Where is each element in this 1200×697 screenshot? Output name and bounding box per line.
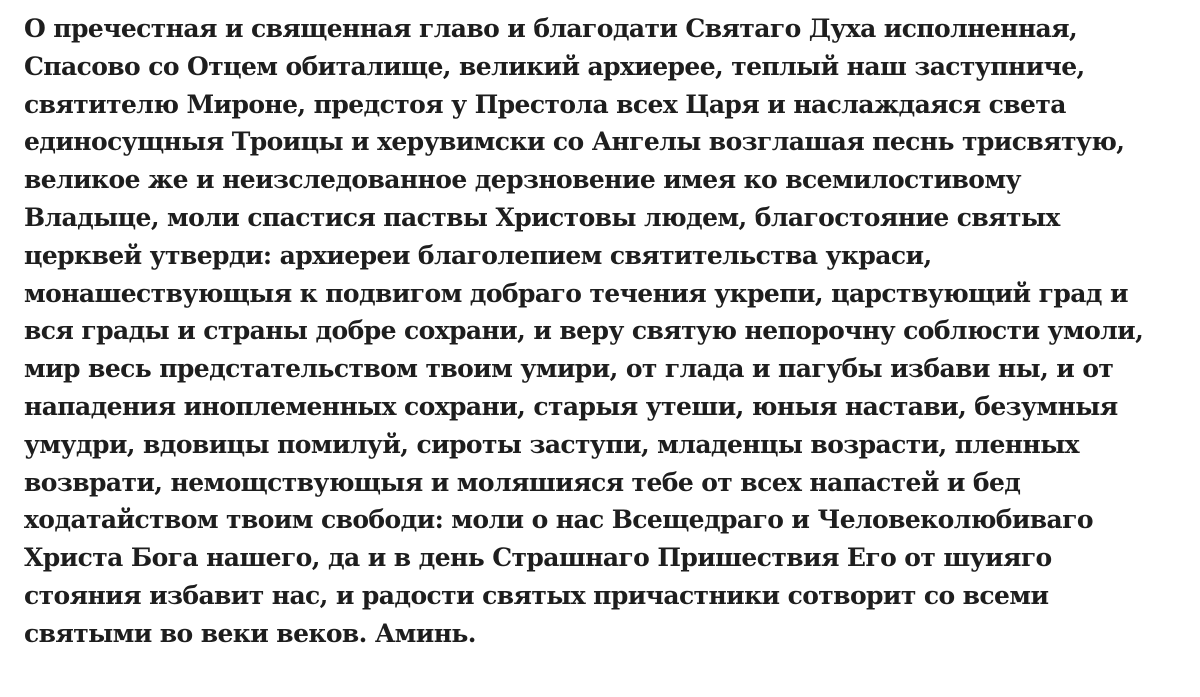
prayer-line: вся грады и страны добре сохрани, и веру святую непорочну соблюсти умоли, bbox=[24, 316, 1144, 346]
prayer-line: великое же и неизследованное дерзновение имея ко всемилостивому bbox=[24, 165, 1021, 195]
prayer-line: мир весь предстательством твоим умири, от глада и пагубы избави ны, и от bbox=[24, 354, 1114, 384]
prayer-line: монашествующыя к подвигом добраго течения укрепи, царствующий град и bbox=[24, 278, 1128, 308]
prayer-line: церквей утверди: архиереи благолепием святительства украси, bbox=[24, 240, 932, 270]
prayer-line: Христа Бога нашего, да и в день Страшнаго Пришествия Его от шуияго bbox=[24, 543, 1052, 573]
prayer-line: возврати, немощствующыя и моляшияся тебе от всех напастей и бед bbox=[24, 467, 1021, 497]
prayer-line: О пречестная и священная главо и благодати Святаго Духа исполненная, bbox=[24, 14, 1078, 43]
prayer-line: нападения иноплеменных сохрани, старыя утеши, юныя настави, безумныя bbox=[24, 391, 1118, 421]
prayer-line: умудри, вдовицы помилуй, сироты заступи, младенцы возрасти, пленных bbox=[24, 429, 1079, 459]
prayer-line: святыми во веки веков. Аминь. bbox=[24, 618, 476, 648]
prayer-line: единосущныя Троицы и херувимски со Ангелы возглашая песнь трисвятую, bbox=[24, 127, 1125, 157]
prayer-line: стояния избавит нас, и радости святых причастники сотворит со всеми bbox=[24, 580, 1049, 610]
prayer-line: Владыце, моли спастися паствы Христовы людем, благостояние святых bbox=[24, 202, 1060, 232]
prayer-line: ходатайством твоим свободи: моли о нас Всещедраго и Человеколюбиваго bbox=[24, 505, 1093, 535]
prayer-line: Спасово со Отцем обиталище, великий архиерее, теплый наш заступниче, bbox=[24, 51, 1085, 81]
prayer-text bbox=[24, 10, 1194, 653]
prayer-line: святителю Мироне, предстоя у Престола всех Царя и наслаждаяся света bbox=[24, 89, 1066, 119]
